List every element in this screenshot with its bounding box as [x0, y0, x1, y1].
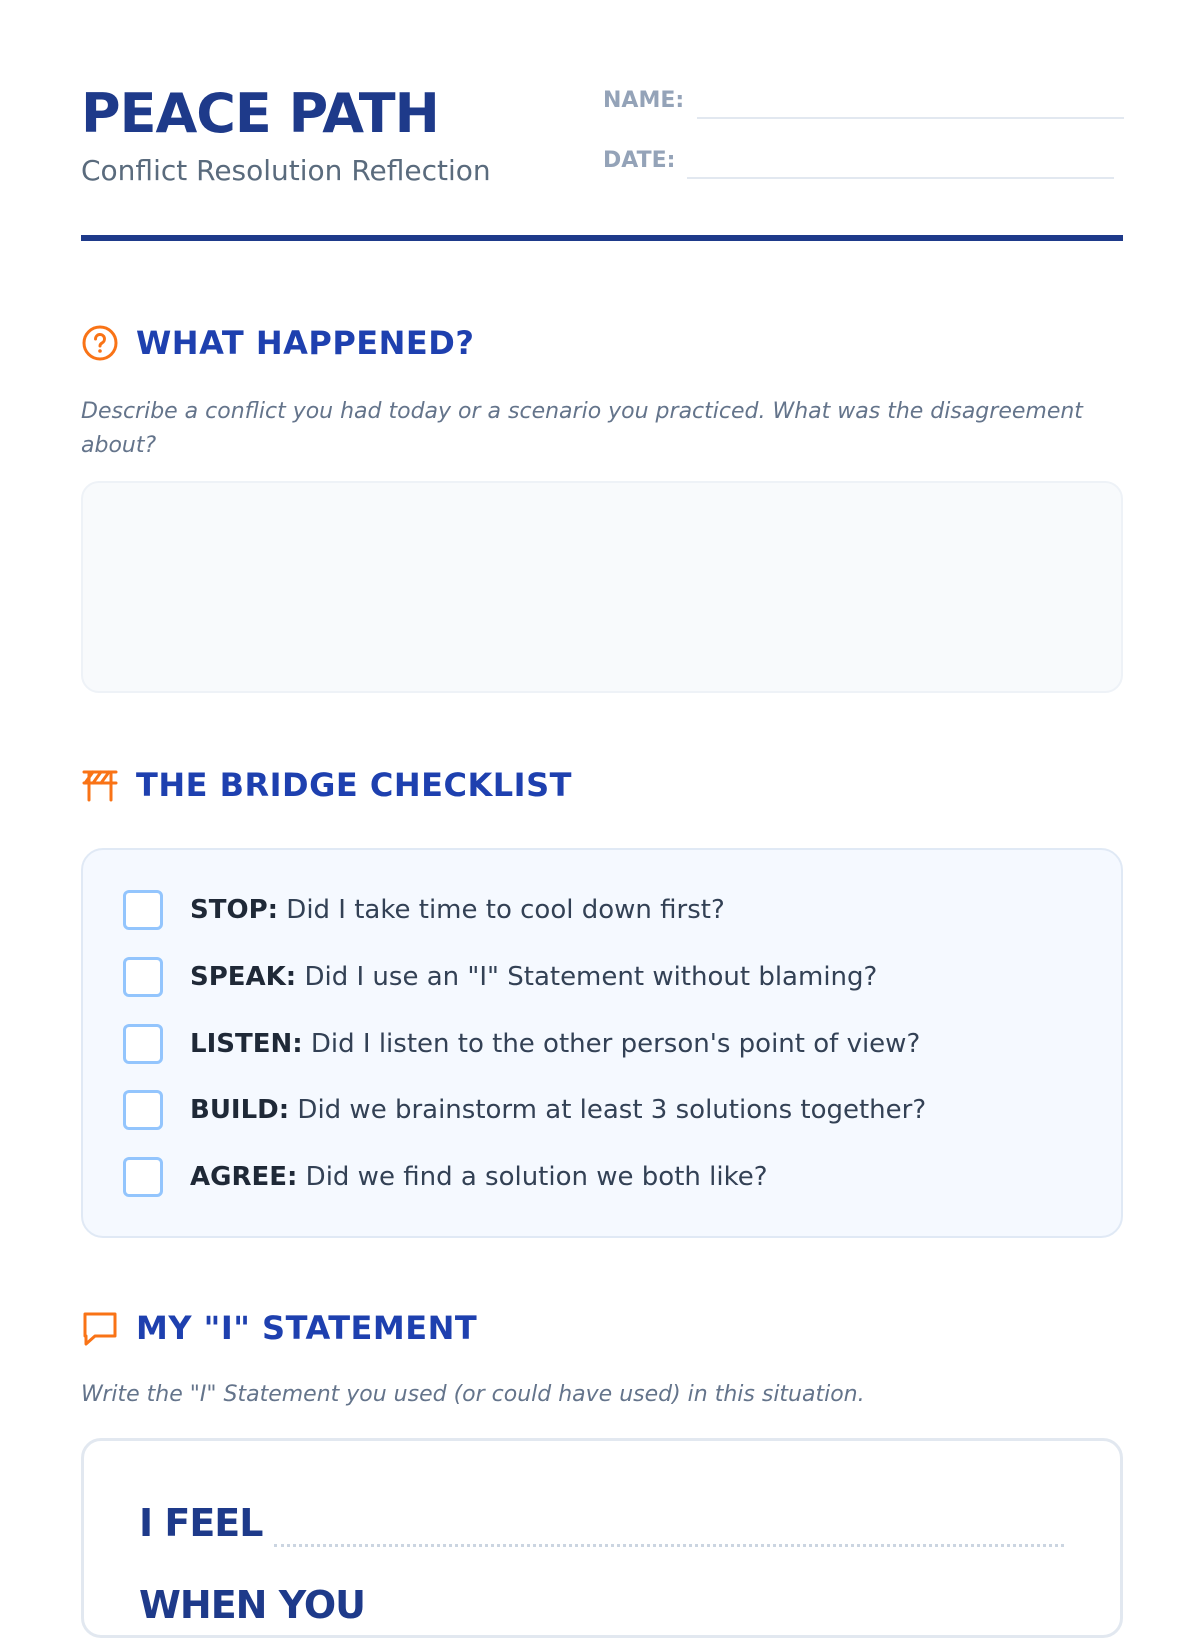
i-statement-box — [81, 1438, 1123, 1638]
checklist-item-label: BUILD: — [190, 1095, 290, 1125]
checklist-item-label: STOP: — [190, 895, 279, 925]
speech-bubble-icon — [81, 1309, 119, 1347]
checklist-item[interactable] — [123, 890, 725, 930]
bridge-icon — [81, 766, 119, 804]
checklist-item-label: LISTEN: — [190, 1029, 303, 1059]
when-you-row — [139, 1583, 365, 1627]
question-circle-icon — [81, 324, 119, 362]
checkbox[interactable] — [123, 1024, 163, 1064]
section-what-happened-heading — [81, 324, 474, 362]
checkbox[interactable] — [123, 957, 163, 997]
section-title: THE BRIDGE CHECKLIST — [136, 766, 572, 804]
name-label: NAME: — [603, 88, 685, 113]
header-divider — [81, 235, 1123, 241]
checklist-item-label: SPEAK: — [190, 962, 297, 992]
checkbox[interactable] — [123, 1157, 163, 1197]
bridge-checklist — [81, 848, 1123, 1238]
page-subtitle: Conflict Resolution Reflection — [81, 154, 491, 187]
section-prompt: Describe a conflict you had today or a scenario you practiced. What was the disagreement about? — [81, 399, 1083, 458]
checkbox[interactable] — [123, 890, 163, 930]
section-prompt: Write the "I" Statement you used (or could have used) in this situation. — [81, 1382, 865, 1407]
section-i-statement-heading — [81, 1309, 477, 1347]
checklist-item-text: Did I take time to cool down first? — [278, 895, 725, 925]
checklist-item-text: Did I listen to the other person's point of view? — [302, 1029, 921, 1059]
section-bridge-checklist-heading — [81, 766, 572, 804]
i-feel-field[interactable] — [274, 1544, 1064, 1547]
checklist-item-text: Did we find a solution we both like? — [297, 1162, 768, 1192]
section-title: MY "I" STATEMENT — [136, 1309, 478, 1347]
date-label: DATE: — [603, 148, 676, 173]
what-happened-answer-box[interactable] — [81, 481, 1123, 693]
checklist-item-label: AGREE: — [190, 1162, 298, 1192]
checklist-item[interactable] — [123, 1157, 768, 1197]
checklist-item[interactable] — [123, 1024, 920, 1064]
name-field[interactable] — [697, 117, 1124, 119]
when-you-label: WHEN YOU — [139, 1583, 366, 1627]
i-feel-label: I FEEL — [139, 1501, 263, 1545]
checklist-item-text: Did we brainstorm at least 3 solutions together? — [289, 1095, 927, 1125]
checklist-item[interactable] — [123, 1090, 926, 1130]
checkbox[interactable] — [123, 1090, 163, 1130]
date-field[interactable] — [687, 177, 1114, 179]
checklist-item-text: Did I use an "I" Statement without blaming? — [296, 962, 878, 992]
i-feel-row — [139, 1501, 262, 1545]
page-title: PEACE PATH — [81, 82, 439, 145]
section-title: WHAT HAPPENED? — [136, 324, 475, 362]
checklist-item[interactable] — [123, 957, 877, 997]
